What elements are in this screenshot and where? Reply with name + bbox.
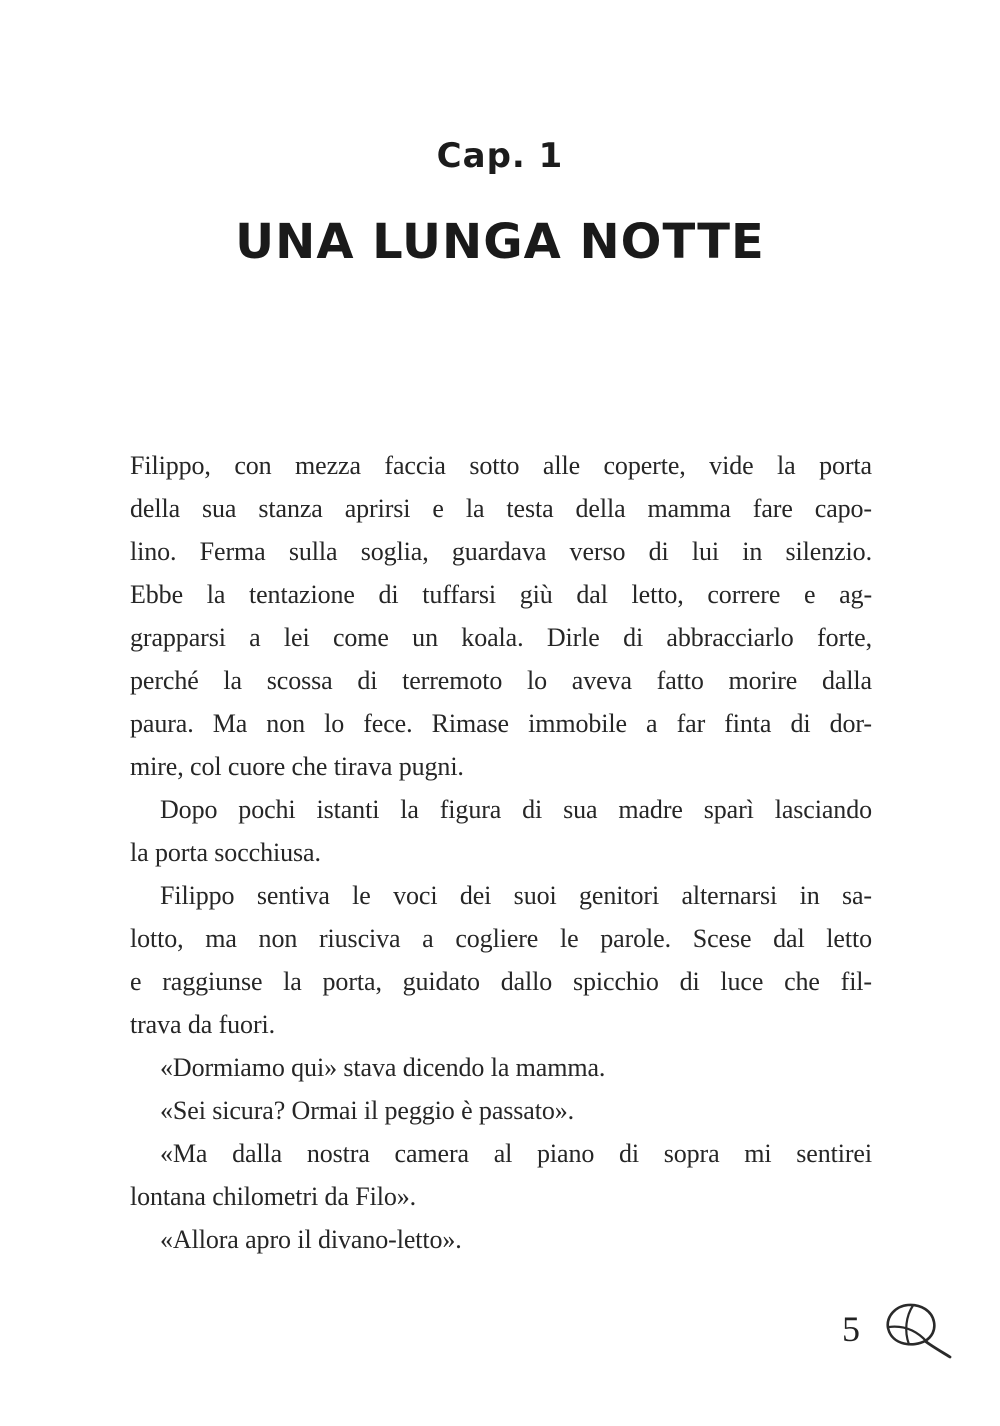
text-line: la porta socchiusa. [130, 838, 321, 867]
text-line: della sua stanza aprirsi e la testa della mamma fare capo- [130, 494, 872, 523]
text-line: Filippo sentiva le voci dei suoi genitori alternarsi in sa- [160, 881, 872, 910]
page-body [130, 444, 872, 1261]
page-footer [842, 1300, 956, 1362]
text-line: Dopo pochi istanti la figura di sua madre sparì lasciando [160, 795, 872, 824]
chapter-title: UNA LUNGA NOTTE [235, 214, 765, 270]
text-line: trava da fuori. [130, 1010, 276, 1039]
text-line: e raggiunse la porta, guidato dallo spicchio di luce che fil- [130, 967, 872, 996]
text-line: mire, col cuore che tirava pugni. [130, 752, 464, 781]
text-line: «Allora apro il divano-letto». [160, 1225, 462, 1254]
page-number: 5 [842, 1309, 860, 1349]
text-line: lotto, ma non riusciva a cogliere le parole. Scese dal letto [130, 924, 872, 953]
text-line: Filippo, con mezza faccia sotto alle coperte, vide la porta [130, 451, 872, 480]
text-line: Ebbe la tentazione di tuffarsi giù dal letto, correre e ag- [130, 580, 872, 609]
text-line: lino. Ferma sulla soglia, guardava verso di lui in silenzio. [130, 537, 872, 566]
chapter-label: Cap. 1 [436, 136, 564, 176]
text-line: lontana chilometri da Filo». [130, 1182, 417, 1211]
text-line: perché la scossa di terremoto lo aveva fatto morire dalla [130, 666, 872, 695]
text-line: «Sei sicura? Ormai il peggio è passato». [160, 1096, 575, 1125]
text-line: paura. Ma non lo fece. Rimase immobile a far finta di dor- [130, 709, 872, 738]
text-line: grapparsi a lei come un koala. Dirle di abbracciarlo forte, [130, 623, 872, 652]
text-line: «Ma dalla nostra camera al piano di sopra mi sentirei [160, 1139, 872, 1168]
text-line: «Dormiamo qui» stava dicendo la mamma. [160, 1053, 606, 1082]
leaf-icon [880, 1300, 956, 1362]
